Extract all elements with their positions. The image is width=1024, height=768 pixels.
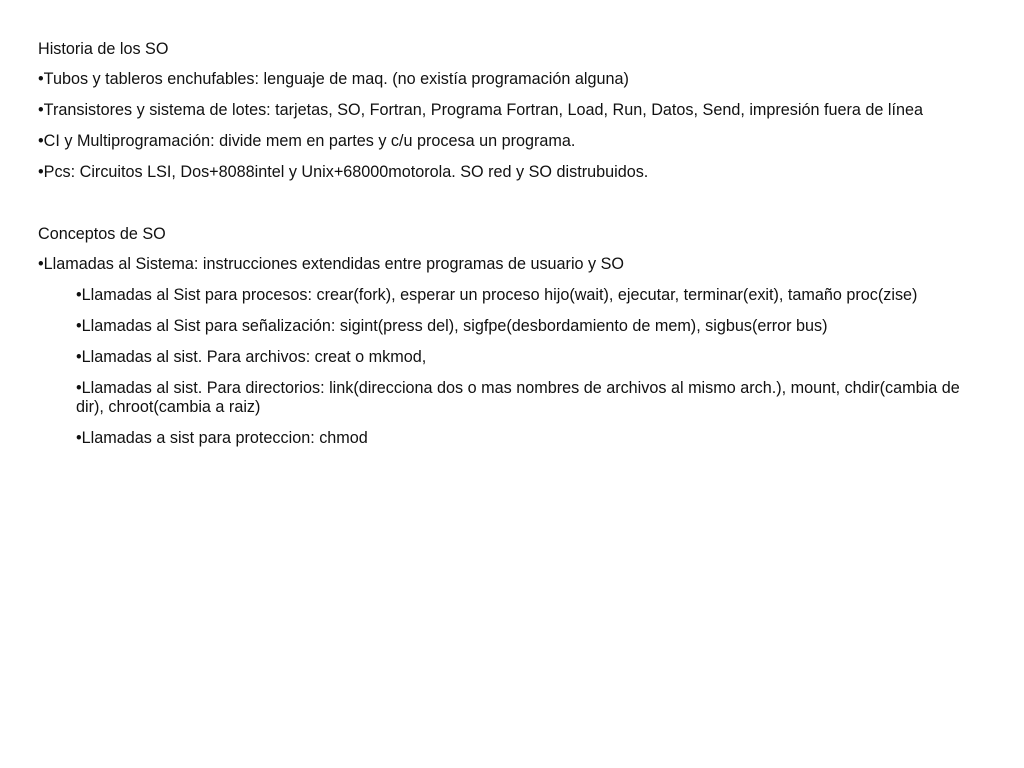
subbullet-senalizacion: •Llamadas al Sist para señalización: sigint(press del), sigfpe(desbordamiento de mem), sigbus(error bus) — [76, 317, 828, 335]
subbullet-proteccion: •Llamadas a sist para proteccion: chmod — [76, 429, 368, 447]
bullet-transistores: •Transistores y sistema de lotes: tarjetas, SO, Fortran, Programa Fortran, Load, Run, Datos, Send, impresión fuera de línea — [38, 101, 923, 119]
bullet-tubos: •Tubos y tableros enchufables: lenguaje de maq. (no existía programación alguna) — [38, 70, 629, 88]
bullet-llamadas-sistema: •Llamadas al Sistema: instrucciones extendidas entre programas de usuario y SO — [38, 255, 625, 273]
section-title-conceptos: Conceptos de SO — [38, 225, 166, 243]
subbullet-archivos: •Llamadas al sist. Para archivos: creat o mkmod, — [76, 348, 427, 366]
subbullet-procesos: •Llamadas al Sist para procesos: crear(fork), esperar un proceso hijo(wait), ejecutar, terminar(exit), tamaño proc(zise) — [76, 286, 918, 304]
section-spacer — [38, 194, 984, 225]
bullet-pcs: •Pcs: Circuitos LSI, Dos+8088intel y Unix+68000motorola. SO red y SO distrubuidos. — [38, 163, 649, 181]
bullet-ci-multiprogramacion: •CI y Multiprogramación: divide mem en partes y c/u procesa un programa. — [38, 132, 576, 150]
section-title-historia: Historia de los SO — [38, 40, 169, 58]
subbullet-directorios: •Llamadas al sist. Para directorios: link(direcciona dos o mas nombres de archivos al mismo arch.), mount, chdir(cambia de dir), chroot(cambia a raiz) — [76, 379, 965, 416]
